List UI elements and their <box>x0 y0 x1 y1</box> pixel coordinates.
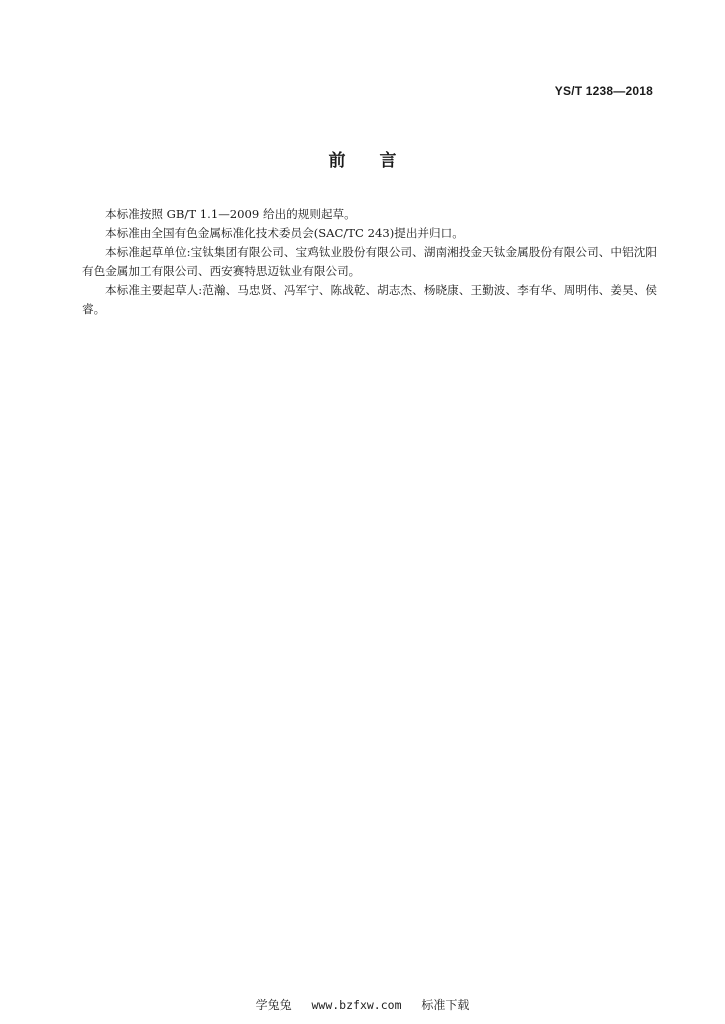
standard-code: YS/T 1238—2018 <box>554 84 653 98</box>
footer-watermark <box>0 996 725 1013</box>
paragraph-proposer: 本标准由全国有色金属标准化技术委员会(SAC/TC 243)提出并归口。 <box>105 226 464 240</box>
footer-url[interactable]: www.bzfxw.com <box>311 998 402 1012</box>
footer-tagline: 标准下载 <box>421 998 470 1012</box>
paragraph-drafting-rules: 本标准按照 GB/T 1.1—2009 给出的规则起草。 <box>105 207 356 221</box>
paragraph-drafters: 本标准主要起草人:范瀚、马忠贤、冯军宁、陈战乾、胡志杰、杨晓康、王勤波、李有华、周明伟、姜昊、侯睿。 <box>82 283 657 316</box>
footer-site-name: 学兔兔 <box>255 998 292 1012</box>
title-char-2: 言 <box>379 151 397 171</box>
page-title <box>0 146 725 171</box>
title-char-1: 前 <box>328 151 346 171</box>
paragraph-drafting-units: 本标准起草单位:宝钛集团有限公司、宝鸡钛业股份有限公司、湖南湘投金天钛金属股份有限公司、中铝沈阳有色金属加工有限公司、西安赛特思迈钛业有限公司。 <box>82 245 657 278</box>
preface-body <box>82 205 657 319</box>
